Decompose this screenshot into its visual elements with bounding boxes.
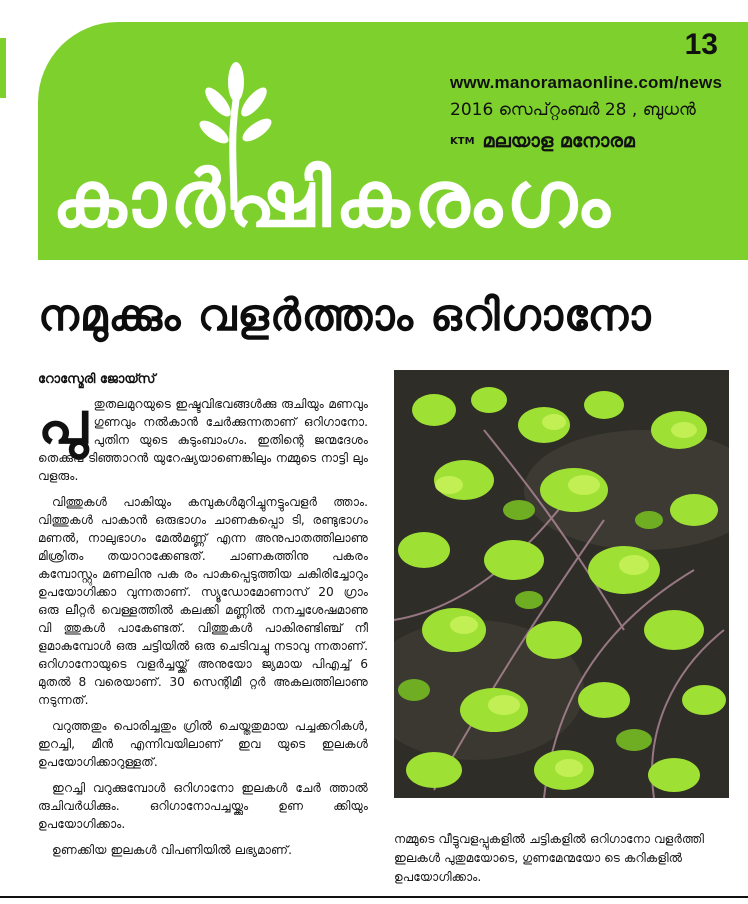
photo-caption: നമ്മുടെ വീട്ടുവളപ്പുകളിൽ ചട്ടികളിൽ ഒറിഗാനോ വളർത്തി ഇലകൾ പുതുമയോടെ, ഗുണമേന്മയോ ടെ കറികളിൽ ഉപയോഗിക്കാം.: [394, 832, 705, 884]
article-headline: നമുക്കും വളർത്താം ഒറിഗാനോ: [38, 290, 652, 341]
oregano-photo: [394, 370, 729, 798]
page-number: 13: [684, 28, 718, 61]
website-url[interactable]: www.manoramaonline.com/news: [450, 73, 723, 92]
article-paragraph: ഇറച്ചി വറുക്കുമ്പോൾ ഒറിഗാനോ ഇലകൾ ചേർ ത്താൽ രുചിവർധിക്കും. ഒറിഗാനോപച്ചയ്ക്കും ഉണ ക്കിയും ഉപയോഗിക്കാം.: [38, 781, 368, 831]
article-byline: റോസ്മേരി ജോയ്സ്: [38, 372, 156, 387]
issue-date: 2016 സെപ്റ്റംബർ 28 , ബുധൻ: [450, 100, 696, 120]
bottom-rule: [0, 896, 748, 898]
article-paragraph: വിത്തുകൾ പാകിയും കമ്പുകൾമുറിച്ചുനട്ടുംവളർ ത്താം. വിത്തുകൾ പാകാൻ ഒരുഭാഗം ചാണകപ്പൊ ടി, രണ്ടുഭാഗം മണൽ, നാലുഭാഗം മേൽമണ്ണ് എന്ന അനുപാതത്തിലാണു മിശ്രിതം തയാറാക്കേണ്ടത്. ചാണകത്തിനു പകരം കമ്പോസ്റ്റും മണലിനു പക രം പാകപ്പെടുത്തിയ ചകിരിച്ചോറും ഉപയോഗിക്കാ വുന്നതാണ്. സ്യൂഡോമോണാസ് 20 ഗ്രാം ഒരു ലീറ്റർ വെള്ളത്തിൽ കലക്കി മണ്ണിൽ നനച്ചശേഷമാണു വി ത്തുകൾ പാകേണ്ടത്. വിത്തുകൾ പാകിരണ്ടിഞ്ച് നീ ളമാകുമ്പോൾ ഒരു ചട്ടിയിൽ ഒരു ചെടിവച്ചു നടാവു ന്നതാണ്. ഒറിഗാനോയുടെ വളർച്ചയ്ക്ക് അനുയോ ജ്യമായ പിഎച്ച് 6 മുതൽ 8 വരെയാണ്. 30 സെന്റിമീ റ്റർ അകലത്തിലാണു നടുന്നത്.: [38, 495, 368, 707]
brand-row: [450, 130, 635, 152]
brand-name: മലയാള മനോരമ: [482, 130, 635, 152]
article-paragraph: പുതുതലമുറയുടെ ഇഷ്ടവിഭവങ്ങൾക്കു രുചിയും മണവും ഗുണവും നൽകാൻ ചേർക്കുന്നതാണ് ഒറിഗാനോ. പുതിന യുടെ കുടുംബാംഗം. ഇതിന്റെ ജന്മദേശം തെക്കുപ ടിഞ്ഞാറൻ യുറേഷ്യയാണെങ്കിലും നമ്മുടെ നാട്ടി ലും വളരും.: [38, 389, 368, 483]
article-paragraph: ഉണക്കിയ ഇലകൾ വിപണിയിൽ ലഭ്യമാണ്.: [52, 843, 293, 857]
article-paragraph: വറുത്തതും പൊരിച്ചതും ഗ്രിൽ ചെയ്തതുമായ പച്ചക്കറികൾ, ഇറച്ചി, മീൻ എന്നിവയിലാണ് ഇവ യുടെ ഇലകൾ ഉപയോഗിക്കാറുള്ളത്.: [38, 719, 368, 769]
dropcap: പു: [38, 389, 88, 457]
side-stripe: [0, 38, 6, 98]
section-title: കാർഷികരംഗം: [52, 155, 614, 245]
article-body: [38, 389, 368, 867]
edition-tag: KTM: [450, 135, 475, 147]
